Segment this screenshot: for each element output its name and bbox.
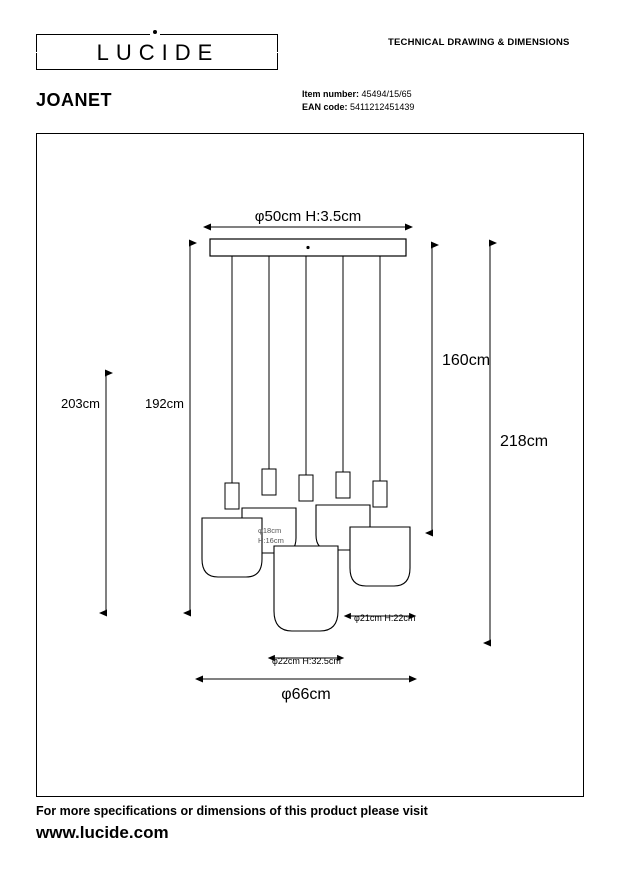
shade-mid-dimension-label: φ21cm H:22cm xyxy=(354,613,416,623)
technical-drawing-svg xyxy=(36,133,584,797)
page-title: JOANET xyxy=(36,90,113,110)
brand-logo-text: LUCIDE xyxy=(96,40,220,65)
left-inner-dimension-label: 192cm xyxy=(144,396,184,411)
brand-logo-box xyxy=(36,34,278,70)
right-inner-dimension-group xyxy=(432,245,490,533)
lamp-sockets xyxy=(225,469,387,509)
bottom-dimension-group xyxy=(202,679,410,703)
bottom-dimension-label: φ66cm xyxy=(281,686,331,703)
shade-mid-dimension-group xyxy=(350,613,415,623)
item-number-value: 45494/15/65 xyxy=(361,89,412,99)
technical-drawing xyxy=(36,133,584,797)
shade-mid-right xyxy=(350,527,410,586)
logo-strike-left-decoration xyxy=(36,52,58,54)
ean-value: 5411212451439 xyxy=(350,102,415,112)
footer-website[interactable]: www.lucide.com xyxy=(36,823,169,842)
shade-large-center xyxy=(274,546,338,631)
canopy xyxy=(210,239,406,256)
logo-strike-right-decoration xyxy=(256,52,278,54)
shade-small-height-label: H:16cm xyxy=(258,536,284,545)
item-number-row xyxy=(302,88,414,101)
left-outer-dimension-label: 203cm xyxy=(60,396,100,411)
suspension-cords xyxy=(232,256,380,483)
shade-small-diameter-label: φ18cm xyxy=(258,526,282,535)
logo-i-dot-icon xyxy=(153,30,157,34)
right-outer-dimension-label: 218cm xyxy=(500,433,549,450)
item-number-label: Item number: xyxy=(302,89,360,99)
top-dimension-label: φ50cm H:3.5cm xyxy=(254,208,362,225)
footer-note: For more specifications or dimensions of this product please visit xyxy=(36,804,428,818)
right-inner-dimension-label: 160cm xyxy=(442,352,491,369)
shade-mid-left xyxy=(202,518,262,577)
ean-label: EAN code: xyxy=(302,102,348,112)
top-dimension-group xyxy=(210,208,406,227)
product-identifiers xyxy=(302,88,414,114)
shade-large-dimension-group xyxy=(272,656,341,666)
document-type-label: TECHNICAL DRAWING & DIMENSIONS xyxy=(388,37,570,48)
left-outer-dimension-group xyxy=(61,373,106,613)
shade-large-dimension-label: φ22cm H:32.5cm xyxy=(272,656,341,666)
left-inner-dimension-group xyxy=(145,243,190,613)
shade-small-dimension-group xyxy=(258,526,284,545)
ean-row xyxy=(302,101,414,114)
right-outer-dimension-group xyxy=(490,243,548,643)
